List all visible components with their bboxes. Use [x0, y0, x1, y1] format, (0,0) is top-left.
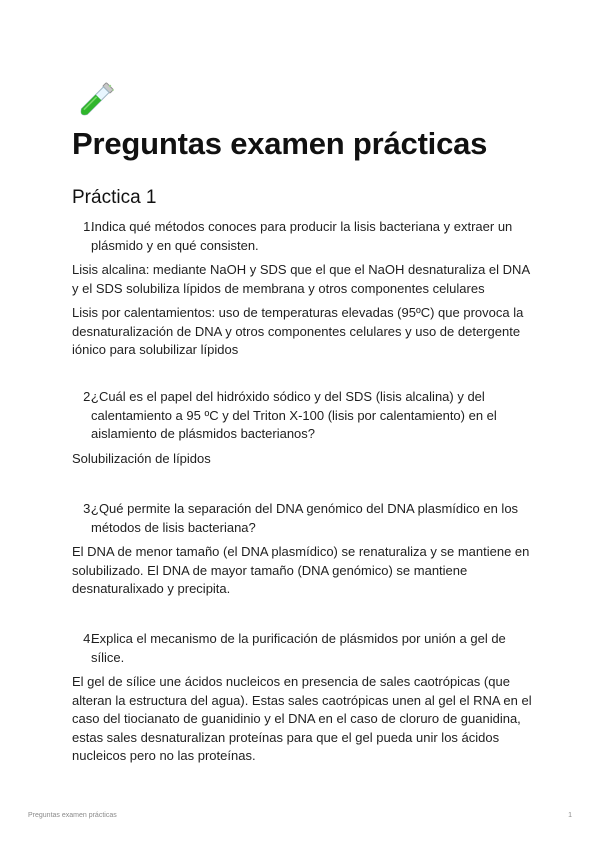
question-block-2 [72, 388, 532, 474]
page-title: Preguntas examen prácticas [72, 126, 488, 161]
question-text: ¿Cuál es el papel del hidróxido sódico y del SDS (lisis alcalina) y del calentamiento a 95 ºC y del Triton X-100 (lisis por calentamiento) en el aislamiento de plásmidos bacterianos? [91, 389, 497, 441]
answer-group [72, 673, 532, 766]
answer-text: El gel de sílice une ácidos nucleicos en presencia de sales caotrópicas (que alteran la estructura del agua). Estas sales caotrópicas unen al gel el RNA en el caso del tiocianato de guanidinio y el DNA en el caso de cloruro de guanidina, estas sales desnaturalizan proteínas para que el gel pueda unir los ácidos nucleicos pero no las proteínas. [72, 674, 532, 763]
question-block-1 [72, 218, 532, 366]
answer-group [72, 261, 532, 360]
question-number: 3. [83, 501, 94, 516]
question-item [72, 630, 532, 667]
question-number: 2. [83, 389, 94, 404]
question-item [72, 218, 532, 255]
answer-text: El DNA de menor tamaño (el DNA plasmídico) se renaturaliza y se mantiene en solubilizado. El DNA de mayor tamaño (DNA genómico) se mantiene desnaturalixado y precipita. [72, 544, 530, 596]
question-item [72, 388, 532, 444]
answer-text: Lisis por calentamientos: uso de temperaturas elevadas (95ºC) que provoca la desnaturalización de DNA y otros componentes celulares y uso de detergente iónico para solubilizar lípidos [72, 305, 524, 357]
question-text: Indica qué métodos conoces para producir la lisis bacteriana y extraer un plásmido y en qué consisten. [91, 219, 513, 253]
answer-text: Solubilización de lípidos [72, 450, 211, 466]
question-text: ¿Qué permite la separación del DNA genómico del DNA plasmídico en los métodos de lisis bacteriana? [91, 501, 519, 535]
question-block-4 [72, 630, 532, 772]
footer-title: Preguntas examen prácticas [28, 812, 117, 819]
question-number: 4. [83, 631, 94, 646]
question-number: 1. [83, 219, 94, 234]
answer-group [72, 450, 532, 469]
question-item [72, 500, 532, 537]
question-block-3 [72, 500, 532, 605]
footer-page-number: 1 [568, 812, 572, 819]
answer-text: Lisis alcalina: mediante NaOH y SDS que el que el NaOH desnaturaliza el DNA y el SDS solubiliza lípidos de membrana y otros componentes celulares [72, 262, 530, 296]
section-heading: Práctica 1 [72, 187, 157, 208]
question-text: Explica el mecanismo de la purificación de plásmidos por unión a gel de sílice. [91, 631, 506, 665]
answer-group [72, 543, 532, 599]
test-tube-icon [72, 78, 118, 124]
